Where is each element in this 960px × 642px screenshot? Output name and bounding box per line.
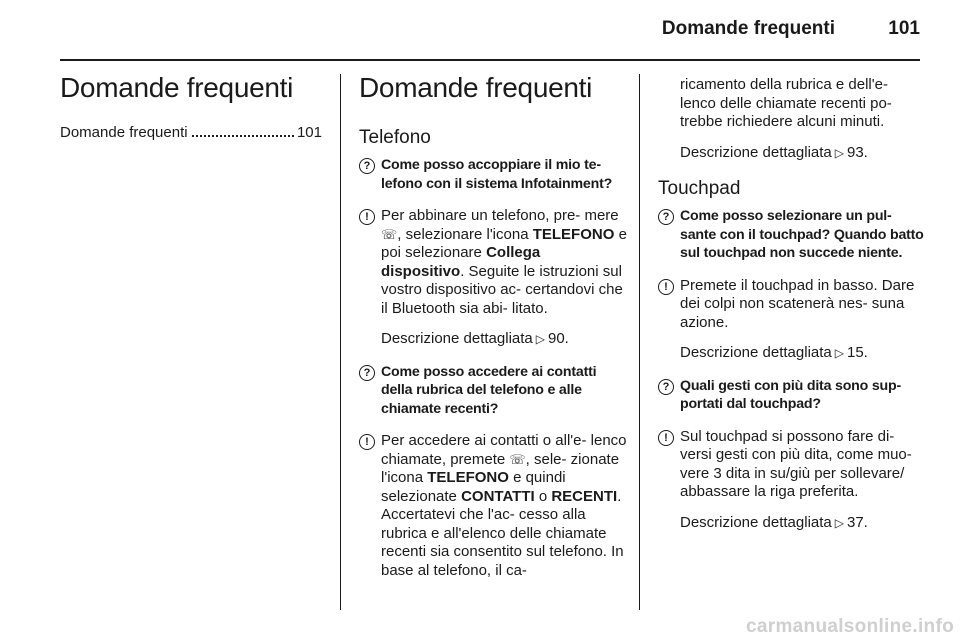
answer-2 xyxy=(359,432,627,580)
answer-1-text-d: . Seguite le istruzioni sul vostro dispositivo ac- certandovi che il Bluetooth sia abi- litato. xyxy=(381,262,623,317)
arrow-ref-icon: ▷ xyxy=(834,515,844,530)
middle-column xyxy=(359,72,627,580)
right-column xyxy=(658,76,924,532)
question-3-text: Come posso selezionare un pul- sante con il touchpad? Quando batto sul touchpad non succede niente. xyxy=(680,208,924,261)
header-rule xyxy=(60,59,920,61)
toc-column xyxy=(60,72,326,141)
watermark: carmanualsonline.info xyxy=(746,616,954,637)
exclamation-circle-icon: ! xyxy=(359,434,375,450)
reference-3-page: 15. xyxy=(847,344,868,361)
exclamation-circle-icon: ! xyxy=(359,209,375,225)
answer-3-text: Premete il touchpad in basso. Dare dei colpi non scatenerà nes- suna azione. xyxy=(680,276,915,331)
question-3 xyxy=(658,207,924,263)
reference-3-label: Descrizione dettagliata xyxy=(680,344,832,361)
toc-entry[interactable] xyxy=(60,124,322,141)
reference-3 xyxy=(680,344,924,363)
answer-1-bold-telefono: TELEFONO xyxy=(532,225,615,243)
question-2 xyxy=(359,363,627,419)
answer-2-bold-contatti: CONTATTI xyxy=(461,487,535,505)
column-divider-right xyxy=(639,74,640,610)
question-circle-icon: ? xyxy=(658,379,674,395)
phone-icon: ☏ xyxy=(509,451,526,467)
question-circle-icon: ? xyxy=(359,158,375,174)
answer-2-text-e: . Accertatevi che l'ac- cesso alla rubrica e all'elenco delle chiamate recenti sia consentito sul telefono. In base al telefono, il ca- xyxy=(381,487,624,579)
answer-4-text: Sul touchpad si possono fare di- versi gesti con più dita, come muo- vere 3 dita in su/giù per sollevare/ abbassare la riga preferita. xyxy=(680,427,912,500)
page-number: 101 xyxy=(888,18,920,39)
page-header xyxy=(662,18,920,40)
answer-2-bold-recenti: RECENTI xyxy=(551,487,618,505)
toc-heading: Domande frequenti xyxy=(60,72,294,103)
toc-entry-label: Domande frequenti xyxy=(60,124,188,141)
answer-2-text-b: , sele- zionate l'icona xyxy=(381,450,620,486)
question-1 xyxy=(359,156,627,193)
answer-1-text-b: , selezionare l'icona xyxy=(397,225,529,243)
reference-4-label: Descrizione dettagliata xyxy=(680,513,832,531)
toc-entry-page: 101 xyxy=(296,124,322,141)
question-1-text: Come posso accoppiare il mio te- lefono con il sistema Infotainment? xyxy=(381,157,613,192)
reference-4 xyxy=(680,514,924,533)
reference-1-page: 90. xyxy=(548,330,569,347)
toc-leader-dots xyxy=(192,135,294,137)
question-4 xyxy=(658,377,924,414)
exclamation-circle-icon: ! xyxy=(658,430,674,446)
reference-2-label: Descrizione dettagliata xyxy=(680,143,832,161)
answer-1-text xyxy=(381,207,627,318)
subheading-telefono: Telefono xyxy=(359,127,431,148)
answer-3 xyxy=(658,277,924,363)
subheading-touchpad: Touchpad xyxy=(658,178,741,199)
answer-2-text-a: Per accedere ai contatti o all'e- lenco chiamate, premete xyxy=(381,432,627,468)
answer-2-text-d: o xyxy=(538,487,548,505)
reference-2 xyxy=(658,144,924,163)
reference-1-label: Descrizione dettagliata xyxy=(381,330,533,347)
answer-1-text-a: Per abbinare un telefono, pre- mere xyxy=(381,207,619,224)
arrow-ref-icon: ▷ xyxy=(834,145,844,160)
question-circle-icon: ? xyxy=(658,209,674,225)
answer-2-text xyxy=(381,432,627,580)
exclamation-circle-icon: ! xyxy=(658,279,674,295)
header-title: Domande frequenti xyxy=(661,18,836,39)
question-4-text: Quali gesti con più dita sono sup- portati dal touchpad? xyxy=(680,377,901,412)
arrow-ref-icon: ▷ xyxy=(535,332,545,346)
answer-2-bold-telefono: TELEFONO xyxy=(427,469,509,486)
question-2-text: Come posso accedere ai contatti della rubrica del telefono e alle chiamate recenti? xyxy=(381,363,597,417)
phone-icon: ☏ xyxy=(381,226,398,242)
answer-1-bold-collega: Collega dispositivo xyxy=(381,244,541,280)
answer-1-text-c: e poi selezionare xyxy=(381,225,627,261)
arrow-ref-icon: ▷ xyxy=(834,346,844,360)
section-heading: Domande frequenti xyxy=(359,72,593,103)
answer-1 xyxy=(359,207,627,349)
reference-2-page: 93. xyxy=(847,143,868,161)
answer-2-continued: ricamento della rubrica e dell'e- lenco delle chiamate recenti po- trebbe richiedere alcuni minuti. xyxy=(680,76,892,130)
answer-2-text-c: e quindi selezionate xyxy=(381,469,566,505)
question-circle-icon: ? xyxy=(359,365,375,381)
column-divider-left xyxy=(340,74,341,610)
answer-4 xyxy=(658,428,924,533)
reference-4-page: 37. xyxy=(847,513,868,531)
reference-1 xyxy=(381,330,627,349)
